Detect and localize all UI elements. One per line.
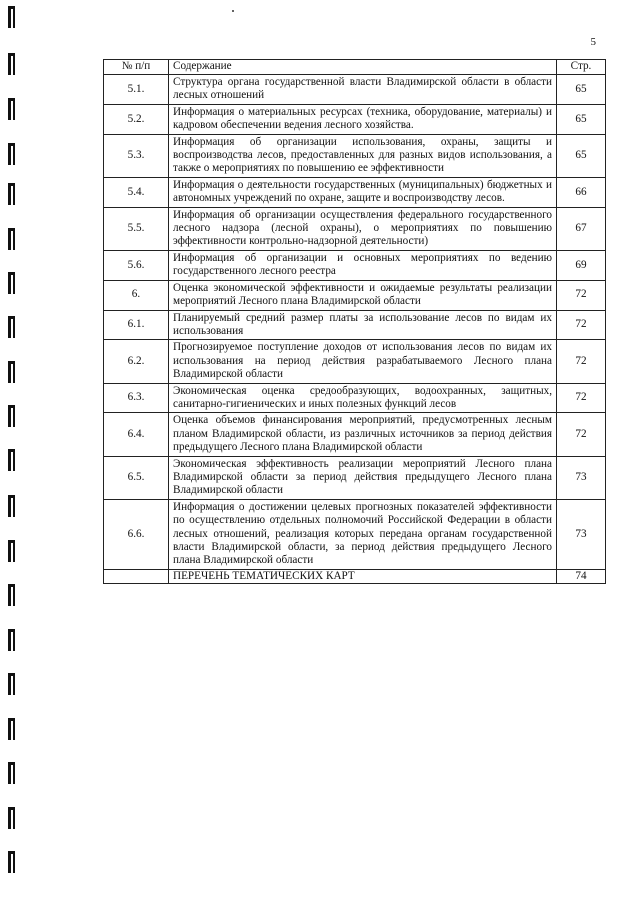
table-row [104,280,606,310]
row-number: 5.3. [104,134,169,177]
binding-mark [8,361,15,383]
header-page: Стр. [557,60,606,75]
row-page: 72 [557,383,606,413]
row-content: Оценка объемов финансирования мероприятий, предусмотренных лесным планом Владимирской области, из различных источников за период действия предыдущего Лесного плана Владимирской области [169,413,557,456]
row-page: 72 [557,310,606,340]
row-content: Прогнозируемое поступление доходов от использования лесов по видам их использования на период действия разрабатываемого Лесного плана Владимирской области [169,340,557,383]
binding-mark [8,272,15,294]
table-header-row [104,60,606,75]
table-row [104,569,606,583]
row-number: 6.3. [104,383,169,413]
binding-mark [8,405,15,427]
row-page: 74 [557,569,606,583]
binding-mark [8,629,15,651]
binding-mark [8,316,15,338]
binding-mark [8,228,15,250]
row-content: Экономическая эффективность реализации мероприятий Лесного плана Владимирской области за период действия предыдущего Лесного плана Владимирской области [169,456,557,499]
table-row [104,310,606,340]
binding-mark [8,851,15,873]
row-content: Информация о материальных ресурсах (техника, оборудование, материалы) и кадровом обеспечении ведения лесного хозяйства. [169,104,557,134]
row-content: Планируемый средний размер платы за использование лесов по видам их использования [169,310,557,340]
binding-mark [8,143,15,165]
row-number: 5.5. [104,207,169,250]
row-content: Информация об организации использования, охраны, защиты и воспроизводства лесов, предоставленных для разных видов использования, а также о мероприятиях по повышению ее эффективности [169,134,557,177]
binding-mark [8,98,15,120]
row-page: 72 [557,413,606,456]
page-number: 5 [590,36,596,48]
table-row [104,413,606,456]
row-number: 5.1. [104,75,169,105]
row-number: 6.1. [104,310,169,340]
row-content: Экономическая оценка средообразующих, водоохранных, защитных, санитарно-гигиенических и иных полезных функций лесов [169,383,557,413]
toc-table [103,59,606,584]
row-content: Информация о достижении целевых прогнозных показателей эффективности по осуществлению отдельных полномочий Российской Федерации в области лесных отношений, реализация которых передана органам государственной власти Владимирской области, за период действия предыдущего Лесного плана Владимирской области [169,499,557,569]
row-content: Информация об организации и основных мероприятиях по ведению государственного лесного реестра [169,250,557,280]
binding-mark [8,53,15,75]
row-number: 5.4. [104,177,169,207]
row-content: ПЕРЕЧЕНЬ ТЕМАТИЧЕСКИХ КАРТ [169,569,557,583]
row-page: 73 [557,499,606,569]
table-row [104,340,606,383]
row-page: 73 [557,456,606,499]
header-content: Содержание [169,60,557,75]
row-content: Структура органа государственной власти Владимирской области в области лесных отношений [169,75,557,105]
table-row [104,499,606,569]
binding-mark [8,584,15,606]
row-number: 6.5. [104,456,169,499]
binding-mark [8,540,15,562]
row-page: 65 [557,134,606,177]
binding-mark [8,718,15,740]
row-content: Информация об организации осуществления федерального государственного лесного надзора (лесной охраны), о мероприятиях по повышению эффективности контрольно-надзорной деятельности) [169,207,557,250]
table-row [104,75,606,105]
header-number: № п/п [104,60,169,75]
scan-speck [232,10,234,12]
table-row [104,134,606,177]
row-number: 6. [104,280,169,310]
row-content: Оценка экономической эффективности и ожидаемые результаты реализации мероприятий Лесного плана Владимирской области [169,280,557,310]
binding-mark [8,6,15,28]
row-number: 6.4. [104,413,169,456]
binding-holes [0,0,30,905]
row-number: 6.2. [104,340,169,383]
row-page: 66 [557,177,606,207]
table-row [104,250,606,280]
row-page: 69 [557,250,606,280]
row-number: 5.6. [104,250,169,280]
row-page: 72 [557,280,606,310]
table-row [104,456,606,499]
binding-mark [8,495,15,517]
table-row [104,177,606,207]
row-page: 65 [557,75,606,105]
row-number: 5.2. [104,104,169,134]
row-number [104,569,169,583]
table-row [104,207,606,250]
row-content: Информация о деятельности государственных (муниципальных) бюджетных и автономных учреждений по охране, защите и воспроизводству лесов. [169,177,557,207]
table-row [104,104,606,134]
binding-mark [8,449,15,471]
binding-mark [8,183,15,205]
binding-mark [8,762,15,784]
binding-mark [8,673,15,695]
row-page: 67 [557,207,606,250]
binding-mark [8,807,15,829]
row-page: 72 [557,340,606,383]
table-row [104,383,606,413]
row-number: 6.6. [104,499,169,569]
row-page: 65 [557,104,606,134]
